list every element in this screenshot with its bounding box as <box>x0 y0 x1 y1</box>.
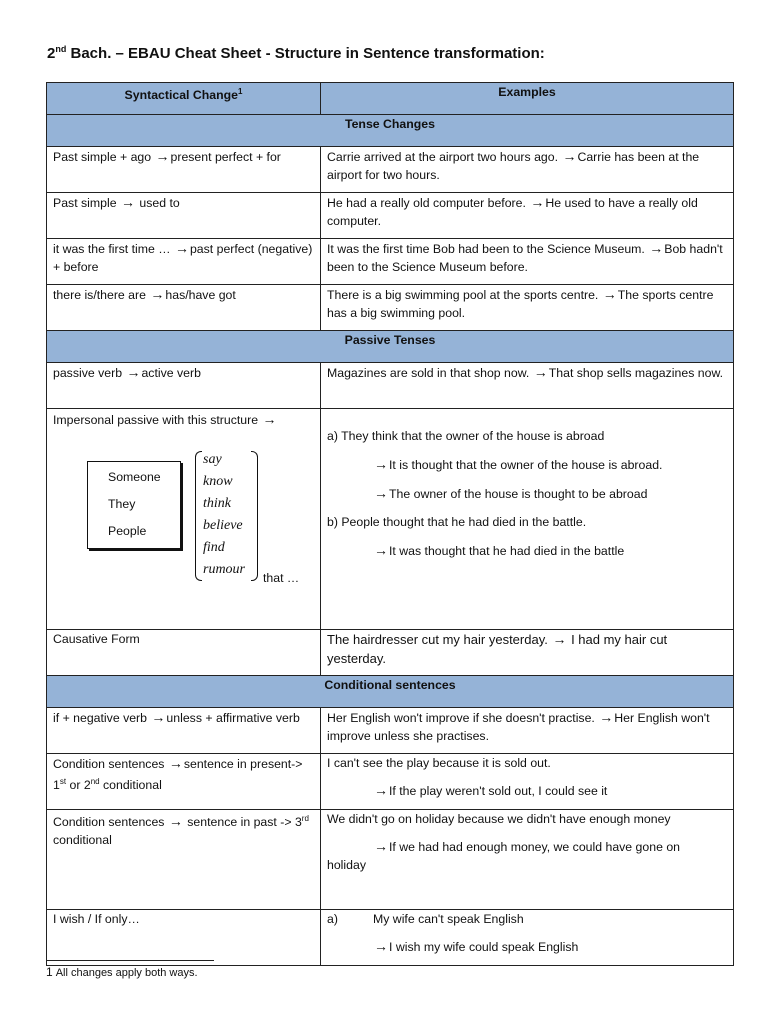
example-cell: The hairdresser cut my hair yesterday. → I had my hair cut yesterday. <box>321 630 734 676</box>
change-cell: there is/there are →has/have got <box>47 285 321 331</box>
arrow-icon: → <box>374 542 388 558</box>
example-cell: Carrie arrived at the airport two hours ago. →Carrie has been at the airport for two hours. <box>321 147 734 193</box>
footnote: 1 All changes apply both ways. <box>46 965 198 979</box>
verb-item: say <box>203 452 222 467</box>
header-syntactical-change: Syntactical Change$^1$ <box>47 83 321 115</box>
table-row <box>47 910 734 966</box>
arrow-icon: → <box>602 286 617 302</box>
arrow-icon: → <box>530 194 545 210</box>
change-cell: Impersonal passive with this structure → Someone They People say know think believe find rumour that … <box>47 409 321 630</box>
arrow-icon: → <box>533 364 548 380</box>
arrow-icon: → <box>374 938 388 954</box>
example-cell: a) My wife can't speak English →I wish my wife could speak English <box>321 910 734 966</box>
table-row <box>47 708 734 754</box>
table-row <box>47 285 734 331</box>
arrow-icon: → <box>168 755 183 771</box>
table-row-impersonal-passive <box>47 409 734 630</box>
verb-item: find <box>203 540 225 555</box>
table-row <box>47 193 734 239</box>
example-cell: There is a big swimming pool at the sports centre. →The sports centre has a big swimming pool. <box>321 285 734 331</box>
arrow-icon: → <box>168 813 183 830</box>
arrow-icon: → <box>120 194 135 210</box>
arrow-icon: → <box>599 709 614 725</box>
verb-item: think <box>203 496 231 511</box>
change-cell: Past simple → used to <box>47 193 321 239</box>
change-cell: passive verb →active verb <box>47 363 321 409</box>
verbs-list <box>203 449 245 581</box>
impersonal-structure-diagram <box>53 429 314 629</box>
arrow-icon: → <box>262 411 277 427</box>
table-row <box>47 810 734 910</box>
subject-they: They <box>108 497 136 511</box>
arrow-icon: → <box>126 364 141 380</box>
example-cell: Magazines are sold in that shop now. →That shop sells magazines now. <box>321 363 734 409</box>
arrow-icon: → <box>174 240 189 256</box>
subject-people: People <box>108 524 147 538</box>
header-examples: Examples <box>321 83 734 115</box>
section-passive-tenses: Passive Tenses <box>47 331 734 363</box>
arrow-icon: → <box>374 838 388 854</box>
table-row <box>47 754 734 810</box>
example-cell: He had a really old computer before. →He used to have a really old computer. <box>321 193 734 239</box>
arrow-icon: → <box>374 485 388 501</box>
section-conditional-sentences: Conditional sentences <box>47 676 734 708</box>
left-brace-icon <box>195 451 202 581</box>
arrow-icon: → <box>374 782 388 798</box>
subject-someone: Someone <box>108 470 161 484</box>
table-row <box>47 239 734 285</box>
example-cell: a) They think that the owner of the house is abroad →It is thought that the owner of the house is abroad. →The owner of the house is thought to be abroad b) People thought that he had died in the battle. →It was thought that he had died in the battle <box>321 409 734 630</box>
verb-item: know <box>203 474 233 489</box>
table-row <box>47 147 734 193</box>
arrow-icon: → <box>562 148 577 164</box>
footnote-divider <box>46 960 214 961</box>
table-row <box>47 630 734 676</box>
example-cell: I can't see the play because it is sold out. →If the play weren't sold out, I could see it <box>321 754 734 810</box>
change-cell: Causative Form <box>47 630 321 676</box>
header-row <box>47 83 734 115</box>
change-cell: it was the first time … →past perfect (negative) + before <box>47 239 321 285</box>
subjects-box <box>87 461 181 549</box>
example-cell: Her English won't improve if she doesn't practise. →Her English won't improve unless she practises. <box>321 708 734 754</box>
right-brace-icon <box>251 451 258 581</box>
section-tense-changes: Tense Changes <box>47 115 734 147</box>
page-title: 2nd Bach. – EBAU Cheat Sheet - Structure in Sentence transformation: <box>47 44 545 62</box>
arrow-icon: → <box>649 240 664 256</box>
arrow-icon: → <box>150 286 165 302</box>
example-cell: We didn't go on holiday because we didn't have enough money →If we had had enough money, we could have gone on holiday <box>321 810 734 910</box>
cheat-sheet-table <box>46 82 734 966</box>
verb-item: rumour <box>203 562 246 577</box>
table-row <box>47 363 734 409</box>
arrow-icon: → <box>151 709 166 725</box>
change-cell: I wish / If only… <box>47 910 321 966</box>
change-cell: Condition sentences → sentence in past -> 3rd conditional <box>47 810 321 910</box>
arrow-icon: → <box>374 456 388 472</box>
change-cell: if + negative verb →unless + affirmative verb <box>47 708 321 754</box>
verb-item: believe <box>203 518 243 533</box>
change-cell: Condition sentences →sentence in present-> 1st or 2nd conditional <box>47 754 321 810</box>
example-cell: It was the first time Bob had been to the Science Museum. →Bob hadn't been to the Science Museum before. <box>321 239 734 285</box>
change-cell: Past simple + ago →present perfect + for <box>47 147 321 193</box>
that-label: that … <box>263 571 300 585</box>
arrow-icon: → <box>552 631 567 647</box>
arrow-icon: → <box>155 148 170 164</box>
